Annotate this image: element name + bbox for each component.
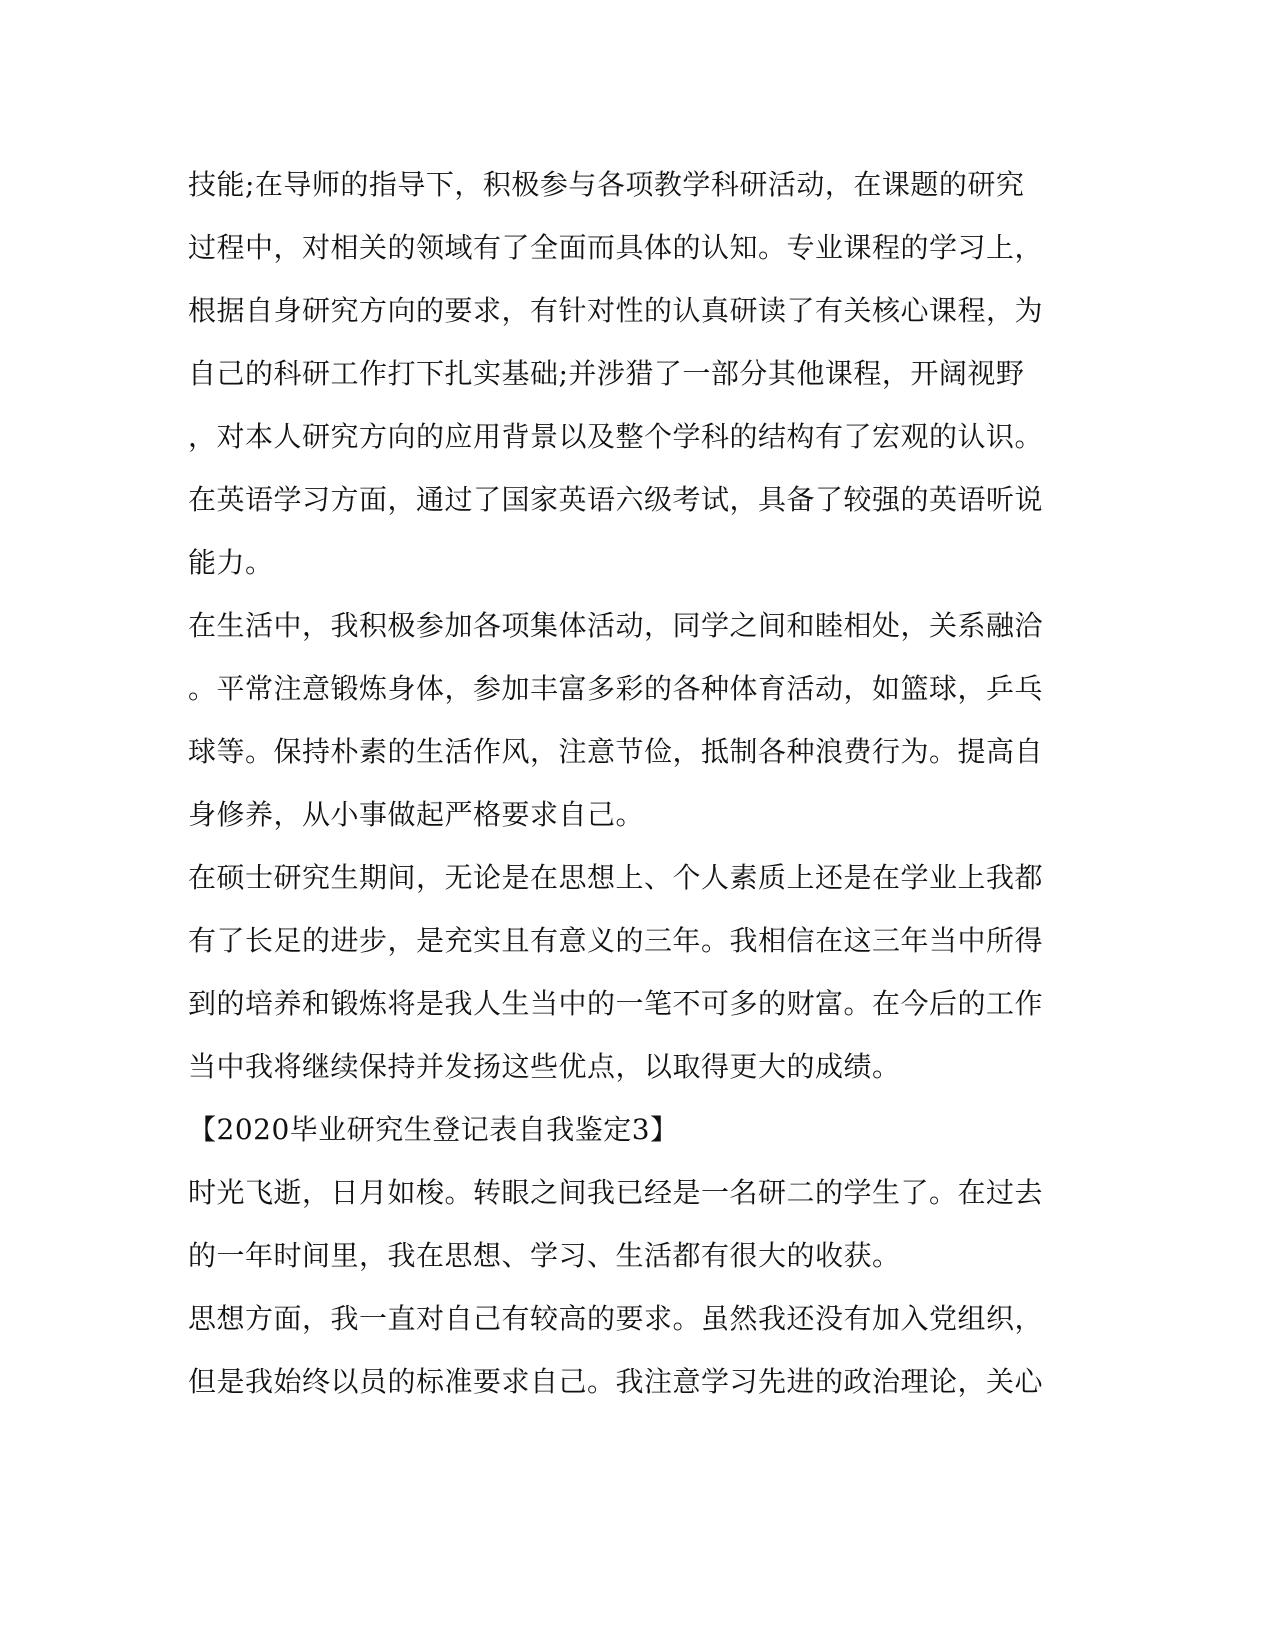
text-line: 能力。 <box>188 546 274 579</box>
text-line: ，对本人研究方向的应用背景以及整个学科的结构有了宏观的认识。 <box>188 420 1044 453</box>
text-line: 有了长足的进步，是充实且有意义的三年。我相信在这三年当中所得 <box>188 924 1044 957</box>
text-line: 在生活中，我积极参加各项集体活动，同学之间和睦相处，关系融洽 <box>188 609 1044 642</box>
text-line: 在硕士研究生期间，无论是在思想上、个人素质上还是在学业上我都 <box>188 861 1044 894</box>
text-line: 时光飞逝，日月如梭。转眼之间我已经是一名研二的学生了。在过去 <box>188 1176 1044 1209</box>
text-line: 身修养，从小事做起严格要求自己。 <box>188 798 645 831</box>
section-heading: 【2020毕业研究生登记表自我鉴定3】 <box>188 1113 679 1146</box>
text-line: 技能;在导师的指导下，积极参与各项教学科研活动，在课题的研究 <box>188 168 1025 201</box>
text-line: 当中我将继续保持并发扬这些优点，以取得更大的成绩。 <box>188 1050 901 1083</box>
text-line: 在英语学习方面，通过了国家英语六级考试，具备了较强的英语听说 <box>188 483 1044 516</box>
text-line: 。平常注意锻炼身体，参加丰富多彩的各种体育活动，如篮球，乒乓 <box>188 672 1044 705</box>
text-line: 但是我始终以员的标准要求自己。我注意学习先进的政治理论，关心 <box>188 1365 1044 1398</box>
text-line: 自己的科研工作打下扎实基础;并涉猎了一部分其他课程，开阔视野 <box>188 357 1025 390</box>
text-line: 球等。保持朴素的生活作风，注意节俭，抵制各种浪费行为。提高自 <box>188 735 1044 768</box>
document-body <box>188 162 1088 1422</box>
text-line: 根据自身研究方向的要求，有针对性的认真研读了有关核心课程，为 <box>188 294 1044 327</box>
text-line: 思想方面，我一直对自己有较高的要求。虽然我还没有加入党组织， <box>188 1302 1044 1335</box>
text-line: 到的培养和锻炼将是我人生当中的一笔不可多的财富。在今后的工作 <box>188 987 1044 1020</box>
text-line: 过程中，对相关的领域有了全面而具体的认知。专业课程的学习上， <box>188 231 1044 264</box>
text-line: 的一年时间里，我在思想、学习、生活都有很大的收获。 <box>188 1239 901 1272</box>
